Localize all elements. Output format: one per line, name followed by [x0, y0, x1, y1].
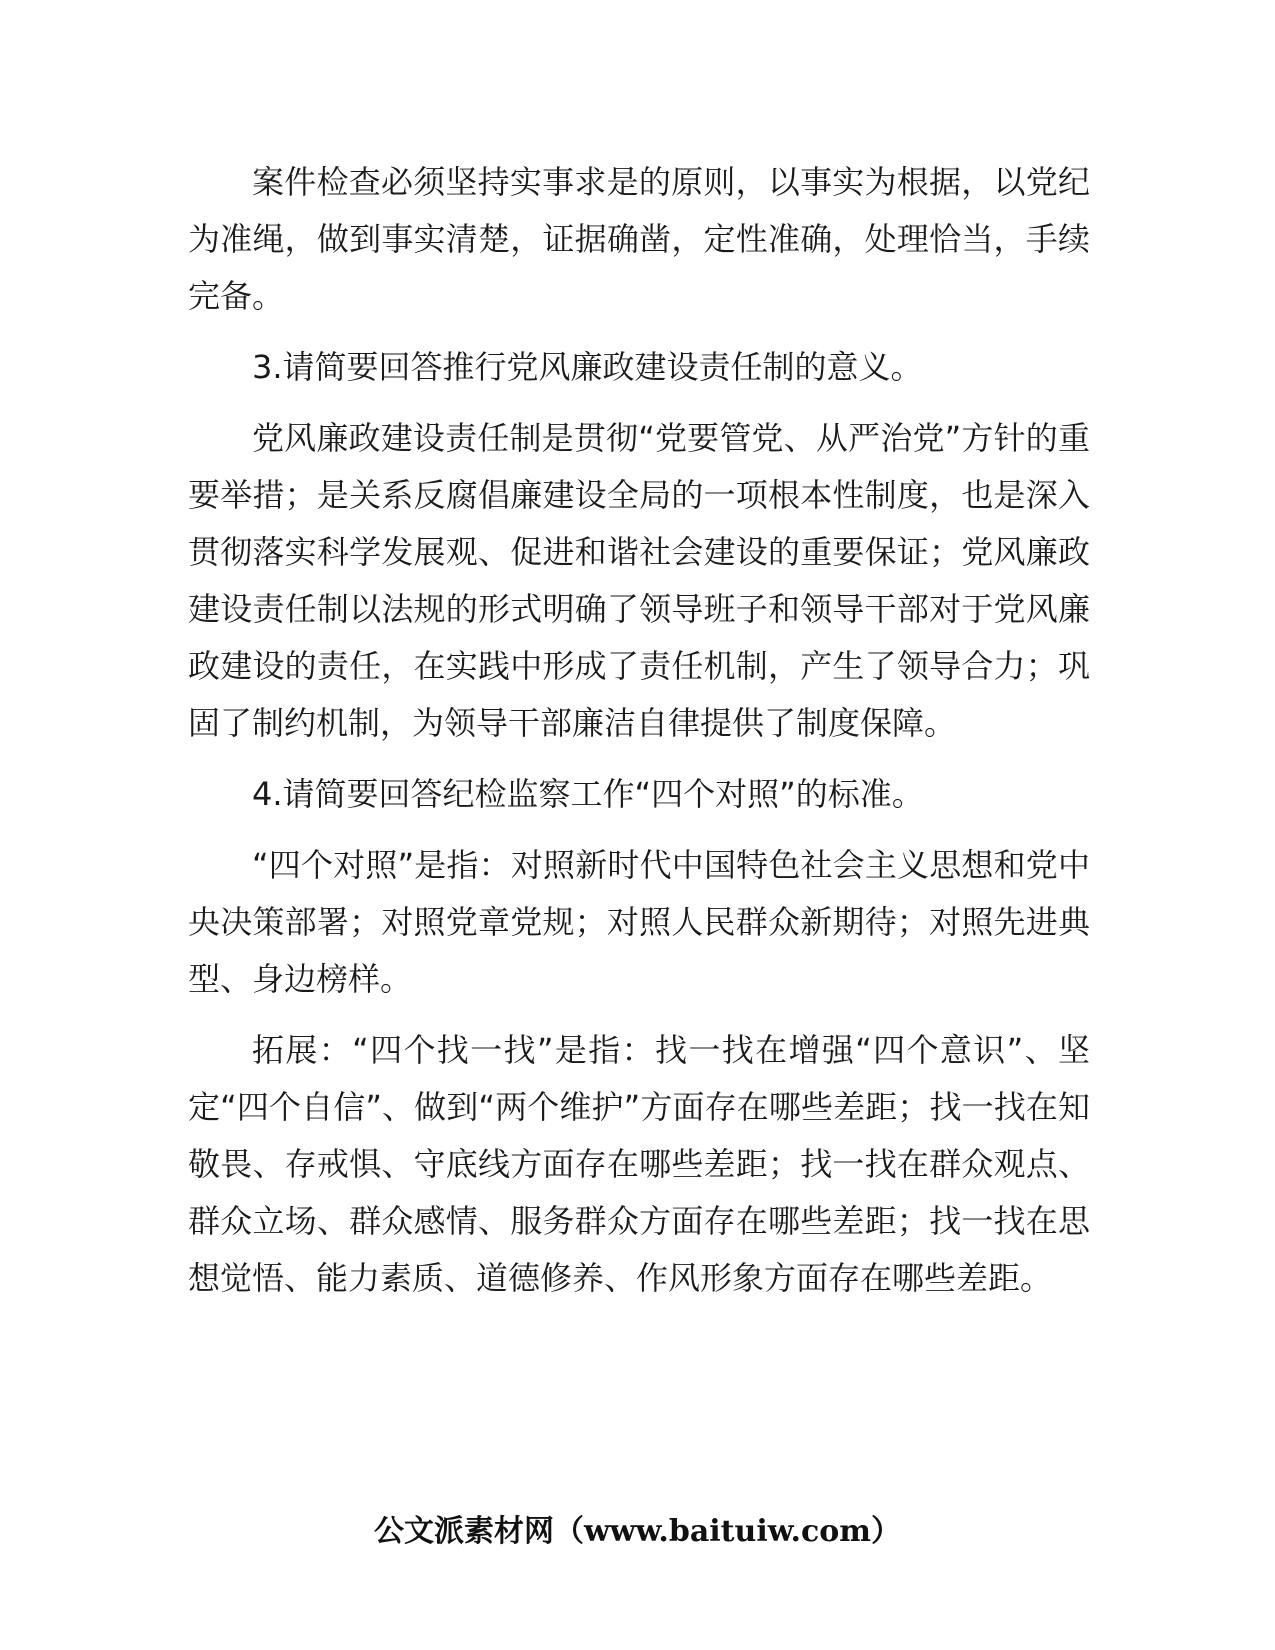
answer-3: 党风廉政建设责任制是贯彻“党要管党、从严治党”方针的重要举措；是关系反腐倡廉建设全局的一项根本性制度，也是深入贯彻落实科学发展观、促进和谐社会建设的重要保证；党风廉政建设责任制以法规的形式明确了领导班子和领导干部对于党风廉政建设的责任，在实践中形成了责任机制，产生了领导合力；巩固了制约机制，为领导干部廉洁自律提供了制度保障。 [188, 419, 1090, 742]
paragraph-case-inspection-principle: 案件检查必须坚持实事求是的原则，以事实为根据，以党纪为准绳，做到事实清楚，证据确凿，定性准确，处理恰当，手续完备。 [188, 163, 1090, 315]
question-4: 4.请简要回答纪检监察工作“四个对照”的标准。 [252, 775, 924, 813]
footer-source: 公文派素材网（www.baituiw.com） [373, 1514, 902, 1549]
answer-4: “四个对照”是指：对照新时代中国特色社会主义思想和党中央决策部署；对照党章党规；对照人民群众新期待；对照先进典型、身边榜样。 [188, 846, 1090, 998]
extension-paragraph: 拓展：“四个找一找”是指：找一找在增强“四个意识”、坚定“四个自信”、做到“两个维护”方面存在哪些差距；找一找在知敬畏、存戒惧、守底线方面存在哪些差距；找一找在群众观点、群众立场、群众感情、服务群众方面存在哪些差距；找一找在思想觉悟、能力素质、道德修养、作风形象方面存在哪些差距。 [188, 1031, 1090, 1297]
question-3: 3.请简要回答推行党风廉政建设责任制的意义。 [252, 348, 923, 386]
document-body [188, 154, 1090, 1321]
